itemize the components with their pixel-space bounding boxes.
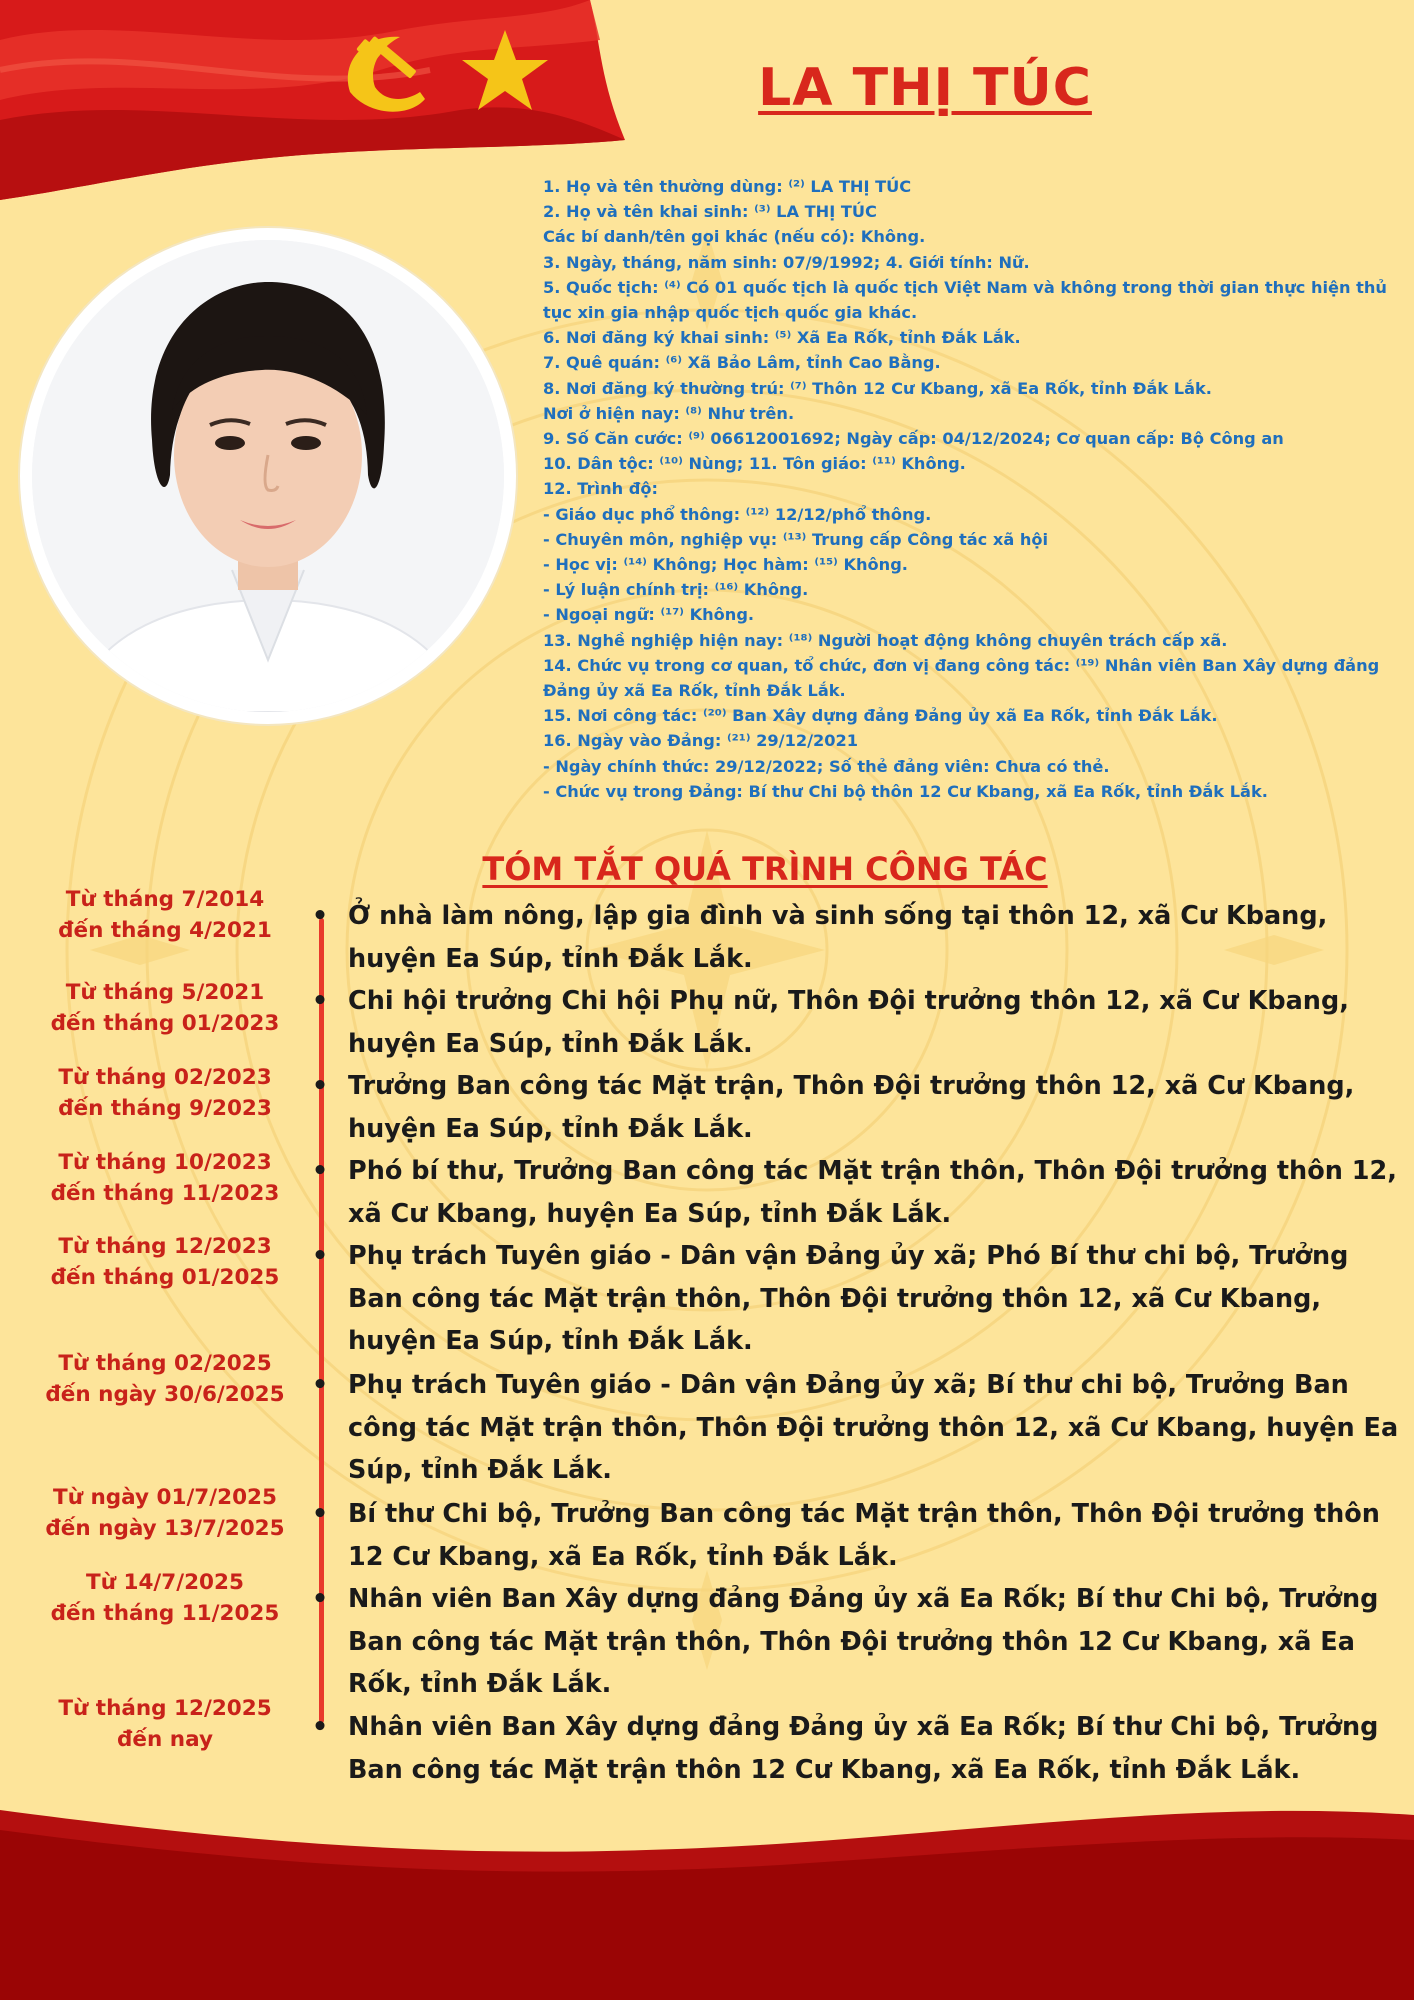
period-start: Từ 14/7/2025 bbox=[86, 1570, 244, 1595]
info-hometown: 7. Quê quán: ⁽⁶⁾ Xã Bảo Lâm, tỉnh Cao Bằng. bbox=[543, 353, 941, 373]
info-id-card: 9. Số Căn cước: ⁽⁹⁾ 06612001692; Ngày cấp: 04/12/2024; Cơ quan cấp: Bộ Công an bbox=[543, 429, 1284, 449]
info-position: 14. Chức vụ trong cơ quan, tổ chức, đơn vị đang công tác: ⁽¹⁹⁾ Nhân viên Ban Xây dựng đảng Đảng ủy xã Ea Rốk, tỉnh Đắk Lắk. bbox=[543, 655, 1380, 701]
party-emblem bbox=[330, 22, 560, 122]
career-entry-text: Chi hội trưởng Chi hội Phụ nữ, Thôn Đội trưởng thôn 12, xã Cư Kbang, huyện Ea Súp, tỉnh Đắk Lắk. bbox=[348, 986, 1349, 1059]
info-education-heading: 12. Trình độ: bbox=[543, 479, 658, 499]
info-professional-training: - Chuyên môn, nghiệp vụ: ⁽¹³⁾ Trung cấp Công tác xã hội bbox=[543, 529, 1049, 549]
bullet-marker: • bbox=[311, 1712, 329, 1742]
period-end: đến tháng 9/2023 bbox=[58, 1096, 272, 1121]
info-foreign-language: - Ngoại ngữ: ⁽¹⁷⁾ Không. bbox=[543, 605, 755, 625]
career-entry bbox=[310, 980, 1410, 1065]
career-entry-text: Nhân viên Ban Xây dựng đảng Đảng ủy xã Ea Rốk; Bí thư Chi bộ, Trưởng Ban công tác Mặt trận thôn, Thôn Đội trưởng thôn 12 Cư Kbang, xã Ea Rốk, tỉnh Đắk Lắk. bbox=[348, 1584, 1379, 1699]
portrait-illustration bbox=[32, 240, 504, 712]
info-aliases: Các bí danh/tên gọi khác (nếu có): Không. bbox=[543, 227, 926, 247]
period-start: Từ tháng 12/2023 bbox=[58, 1234, 272, 1259]
career-entry-text: Phụ trách Tuyên giáo - Dân vận Đảng ủy xã; Bí thư chi bộ, Trưởng Ban công tác Mặt trận thôn, Thôn Đội trưởng thôn 12, xã Cư Kbang, huyện Ea Súp, tỉnh Đắk Lắk. bbox=[348, 1370, 1399, 1485]
period-start: Từ tháng 12/2025 bbox=[58, 1696, 272, 1721]
period-start: Từ tháng 5/2021 bbox=[65, 980, 265, 1005]
star-icon bbox=[462, 30, 548, 110]
timeline-period bbox=[30, 884, 300, 946]
info-dob-gender: 3. Ngày, tháng, năm sinh: 07/9/1992; 4. Giới tính: Nữ. bbox=[543, 252, 1030, 272]
bullet-marker: • bbox=[311, 1499, 329, 1529]
info-nationality: 5. Quốc tịch: ⁽⁴⁾ Có 01 quốc tịch là quốc tịch Việt Nam và không trong thời gian thực hiện thủ tục xin gia nhập quốc tịch quốc gia khác. bbox=[543, 277, 1387, 323]
career-entry-text: Ở nhà làm nông, lập gia đình và sinh sống tại thôn 12, xã Cư Kbang, huyện Ea Súp, tỉnh Đắk Lắk. bbox=[348, 901, 1328, 974]
info-political-theory: - Lý luận chính trị: ⁽¹⁶⁾ Không. bbox=[543, 580, 809, 600]
bullet-marker: • bbox=[311, 1584, 329, 1614]
career-entry bbox=[310, 1235, 1410, 1363]
info-permanent-residence: 8. Nơi đăng ký thường trú: ⁽⁷⁾ Thôn 12 Cư Kbang, xã Ea Rốk, tỉnh Đắk Lắk. bbox=[543, 378, 1212, 398]
period-end: đến ngày 13/7/2025 bbox=[45, 1516, 285, 1541]
personal-info bbox=[543, 174, 1403, 804]
period-start: Từ tháng 7/2014 bbox=[65, 887, 265, 912]
career-section-title: TÓM TẮT QUÁ TRÌNH CÔNG TÁC bbox=[482, 850, 1048, 888]
timeline-period bbox=[30, 1567, 300, 1629]
career-entry bbox=[310, 1706, 1410, 1791]
bullet-marker: • bbox=[311, 986, 329, 1016]
period-start: Từ ngày 01/7/2025 bbox=[53, 1485, 277, 1510]
career-entry-text: Trưởng Ban công tác Mặt trận, Thôn Đội trưởng thôn 12, xã Cư Kbang, huyện Ea Súp, tỉnh Đắk Lắk. bbox=[348, 1071, 1355, 1144]
bullet-marker: • bbox=[311, 901, 329, 931]
career-entry-text: Nhân viên Ban Xây dựng đảng Đảng ủy xã Ea Rốk; Bí thư Chi bộ, Trưởng Ban công tác Mặt trận thôn 12 Cư Kbang, xã Ea Rốk, tỉnh Đắk Lắk. bbox=[348, 1712, 1379, 1785]
timeline-period bbox=[30, 977, 300, 1039]
bullet-marker: • bbox=[311, 1370, 329, 1400]
career-entry-text: Phó bí thư, Trưởng Ban công tác Mặt trận thôn, Thôn Đội trưởng thôn 12, xã Cư Kbang, huyện Ea Súp, tỉnh Đắk Lắk. bbox=[348, 1156, 1397, 1229]
period-start: Từ tháng 02/2025 bbox=[58, 1351, 272, 1376]
period-end: đến tháng 11/2023 bbox=[50, 1181, 280, 1206]
info-workplace: 15. Nơi công tác: ⁽²⁰⁾ Ban Xây dựng đảng Đảng ủy xã Ea Rốk, tỉnh Đắk Lắk. bbox=[543, 706, 1218, 726]
hammer-sickle-icon bbox=[348, 36, 425, 112]
career-entry bbox=[310, 1150, 1410, 1235]
info-party-official-date: - Ngày chính thức: 29/12/2022; Số thẻ đảng viên: Chưa có thẻ. bbox=[543, 756, 1110, 776]
portrait-photo bbox=[32, 240, 504, 712]
info-birth-name: 2. Họ và tên khai sinh: ⁽³⁾ LA THỊ TÚC bbox=[543, 202, 877, 222]
info-general-education: - Giáo dục phổ thông: ⁽¹²⁾ 12/12/phổ thông. bbox=[543, 504, 932, 524]
timeline-period bbox=[30, 1062, 300, 1124]
period-end: đến nay bbox=[117, 1727, 213, 1752]
info-ethnicity-religion: 10. Dân tộc: ⁽¹⁰⁾ Nùng; 11. Tôn giáo: ⁽¹¹⁾ Không. bbox=[543, 454, 966, 474]
bullet-marker: • bbox=[311, 1071, 329, 1101]
career-entry bbox=[310, 1364, 1410, 1492]
timeline-period bbox=[30, 1693, 300, 1755]
page-title: LA THỊ TÚC bbox=[758, 58, 1092, 118]
career-entry bbox=[310, 1493, 1410, 1578]
period-start: Từ tháng 02/2023 bbox=[58, 1065, 272, 1090]
timeline-period bbox=[30, 1348, 300, 1410]
info-birth-registration: 6. Nơi đăng ký khai sinh: ⁽⁵⁾ Xã Ea Rốk, tỉnh Đắk Lắk. bbox=[543, 328, 1021, 348]
info-common-name: 1. Họ và tên thường dùng: ⁽²⁾ LA THỊ TÚC bbox=[543, 177, 912, 196]
info-occupation: 13. Nghề nghiệp hiện nay: ⁽¹⁸⁾ Người hoạt động không chuyên trách cấp xã. bbox=[543, 630, 1228, 650]
period-end: đến tháng 01/2023 bbox=[50, 1011, 280, 1036]
period-end: đến tháng 01/2025 bbox=[50, 1265, 280, 1290]
bullet-marker: • bbox=[311, 1156, 329, 1186]
period-end: đến ngày 30/6/2025 bbox=[45, 1382, 285, 1407]
bullet-marker: • bbox=[311, 1241, 329, 1271]
career-entry-text: Bí thư Chi bộ, Trưởng Ban công tác Mặt trận thôn, Thôn Đội trưởng thôn 12 Cư Kbang, xã Ea Rốk, tỉnh Đắk Lắk. bbox=[348, 1499, 1380, 1572]
timeline-period bbox=[30, 1231, 300, 1293]
info-party-position: - Chức vụ trong Đảng: Bí thư Chi bộ thôn 12 Cư Kbang, xã Ea Rốk, tỉnh Đắk Lắk. bbox=[543, 781, 1268, 801]
period-end: đến tháng 11/2025 bbox=[50, 1601, 280, 1626]
period-start: Từ tháng 10/2023 bbox=[58, 1150, 272, 1175]
timeline-period bbox=[30, 1147, 300, 1209]
bottom-wave-band bbox=[0, 1790, 1414, 2000]
info-party-join-date: 16. Ngày vào Đảng: ⁽²¹⁾ 29/12/2021 bbox=[543, 731, 859, 751]
period-end: đến tháng 4/2021 bbox=[58, 918, 272, 943]
info-current-residence: Nơi ở hiện nay: ⁽⁸⁾ Như trên. bbox=[543, 403, 795, 423]
career-entry-text: Phụ trách Tuyên giáo - Dân vận Đảng ủy xã; Phó Bí thư chi bộ, Trưởng Ban công tác Mặt trận thôn, Thôn Đội trưởng thôn 12, xã Cư Kbang, huyện Ea Súp, tỉnh Đắk Lắk. bbox=[348, 1241, 1349, 1356]
info-degree: - Học vị: ⁽¹⁴⁾ Không; Học hàm: ⁽¹⁵⁾ Không. bbox=[543, 555, 908, 575]
career-entry bbox=[310, 1065, 1410, 1150]
career-entry bbox=[310, 1578, 1410, 1706]
timeline-period bbox=[30, 1482, 300, 1544]
career-entry bbox=[310, 895, 1410, 980]
